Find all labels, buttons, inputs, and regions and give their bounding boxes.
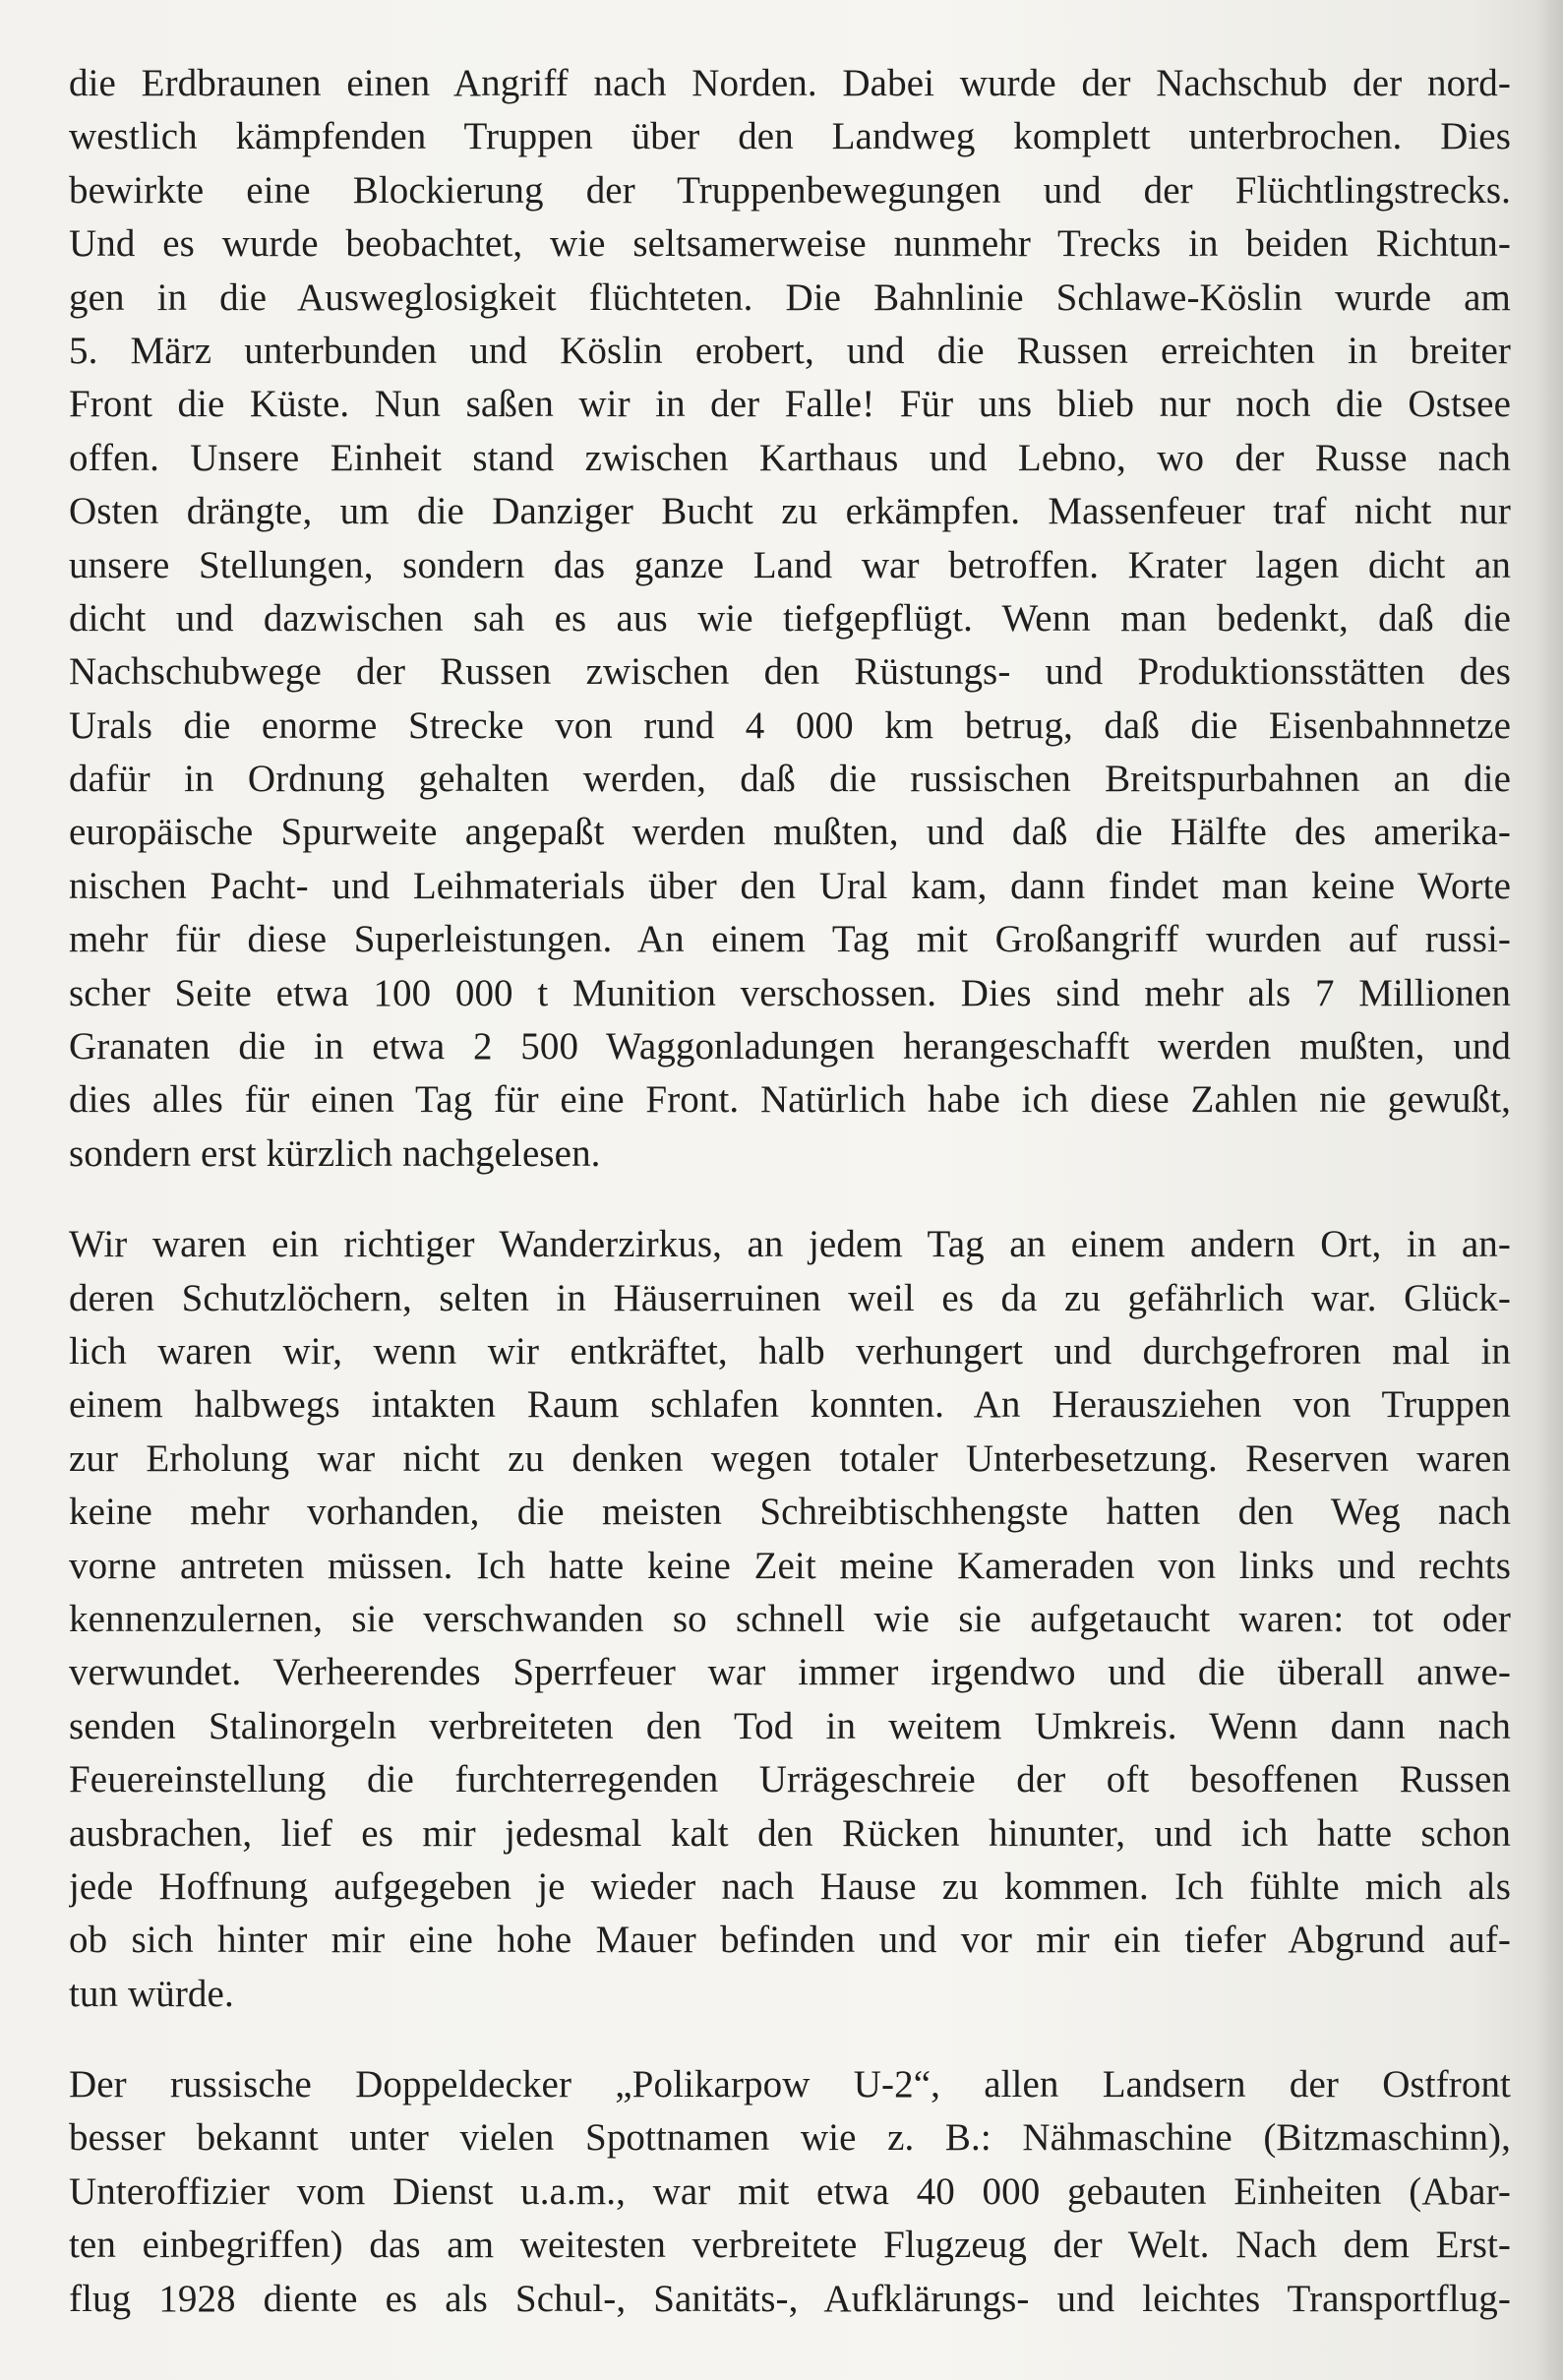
text-line: gen in die Ausweglosigkeit flüchteten. Die Bahnlinie Schlawe-Köslin wurde am [69,275,1511,319]
page-text [69,57,1511,2326]
text-line: deren Schutzlöchern, selten in Häuserruinen weil es da zu gefährlich war. Glück- [69,1276,1511,1319]
text-line: jede Hoffnung aufgegeben je wieder nach Hause zu kommen. Ich fühlte mich als [69,1864,1511,1908]
text-line: mehr für diese Superleistungen. An einem Tag mit Großangriff wurden auf russi- [69,918,1511,961]
text-line: sondern erst kürzlich nachgelesen. [69,1131,601,1175]
text-line: zur Erholung war nicht zu denken wegen totaler Unterbesetzung. Reserven waren [69,1436,1511,1480]
text-line: einem halbwegs intakten Raum schlafen konnten. An Herausziehen von Truppen [69,1383,1511,1427]
text-line: scher Seite etwa 100 000 t Munition verschossen. Dies sind mehr als 7 Millionen [69,971,1511,1014]
paragraph-gap [69,2021,1511,2058]
text-line: Granaten die in etwa 2 500 Waggonladungen herangeschafft werden mußten, und [69,1025,1511,1068]
text-line: Unteroffizier vom Dienst u.a.m., war mit etwa 40 000 gebauten Einheiten (Abar- [69,2169,1511,2213]
text-line: lich waren wir, wenn wir entkräftet, halb verhungert und durchgefroren mal in [69,1329,1511,1373]
text-line: ob sich hinter mir eine hohe Mauer befinden und vor mir ein tiefer Abgrund auf- [69,1919,1511,1962]
text-line: die Erdbraunen einen Angriff nach Norden. Dabei wurde der Nachschub der nord- [69,62,1511,104]
text-line: verwundet. Verheerendes Sperrfeuer war immer irgendwo und die überall anwe- [69,1651,1511,1694]
text-line: dafür in Ordnung gehalten werden, daß die russischen Breitspurbahnen an die [69,758,1511,801]
text-line: Der russische Doppeldecker „Polikarpow U-2“, allen Landsern der Ostfront [69,2063,1511,2106]
text-line: Und es wurde beobachtet, wie seltsamerweise nunmehr Trecks in beiden Richtun- [69,222,1511,266]
text-line: kennenzulernen, sie verschwanden so schnell wie sie aufgetaucht waren: tot oder [69,1597,1511,1640]
text-line: Front die Küste. Nun saßen wir in der Falle! Für uns blieb nur noch die Ostsee [69,383,1511,426]
text-line: tun würde. [69,1972,234,2015]
text-line: senden Stalinorgeln verbreiteten den Tod in weitem Umkreis. Wenn dann nach [69,1704,1511,1747]
text-line: europäische Spurweite angepaßt werden mußten, und daß die Hälfte des amerika- [69,811,1511,854]
page-edge-shadow [1535,0,1563,2380]
text-line: dies alles für einen Tag für eine Front. Natürlich habe ich diese Zahlen nie gewußt, [69,1078,1511,1122]
text-line: Wir waren ein richtiger Wanderzirkus, an jedem Tag an einem andern Ort, in an- [69,1223,1511,1266]
text-line: flug 1928 diente es als Schul-, Sanitäts-, Aufklärungs- und leichtes Transportflug- [69,2277,1511,2320]
text-line: nischen Pacht- und Leihmaterials über den Ural kam, dann findet man keine Worte [69,864,1511,907]
text-line: dicht und dazwischen sah es aus wie tiefgepflügt. Wenn man bedenkt, daß die [69,596,1511,640]
paragraph-3 [69,2058,1511,2326]
text-line: bewirkte eine Blockierung der Truppenbewegungen und der Flüchtlingstrecks. [69,168,1511,212]
text-line: westlich kämpfenden Truppen über den Landweg komplett unterbrochen. Dies [69,115,1511,158]
text-line: ausbrachen, lief es mir jedesmal kalt den Rücken hinunter, und ich hatte schon [69,1811,1511,1855]
text-line: Nachschubwege der Russen zwischen den Rüstungs- und Produktionsstätten des [69,650,1511,694]
text-line: ten einbegriffen) das am weitesten verbreitete Flugzeug der Welt. Nach dem Erst- [69,2224,1511,2267]
text-line: Osten drängte, um die Danziger Bucht zu erkämpfen. Massenfeuer traf nicht nur [69,490,1511,533]
text-line: offen. Unsere Einheit stand zwischen Karthaus und Lebno, wo der Russe nach [69,436,1511,479]
text-line: vorne antreten müssen. Ich hatte keine Zeit meine Kameraden von links und rechts [69,1544,1511,1587]
text-line: keine mehr vorhanden, die meisten Schreibtischhengste hatten den Weg nach [69,1491,1511,1534]
text-line: besser bekannt unter vielen Spottnamen wie z. B.: Nähmaschine (Bitzmaschinn), [69,2116,1511,2160]
text-line: unsere Stellungen, sondern das ganze Land war betroffen. Krater lagen dicht an [69,543,1511,586]
text-line: 5. März unterbunden und Köslin erobert, und die Russen erreichten in breiter [69,329,1511,372]
paragraph-gap [69,1181,1511,1218]
text-line: Urals die enorme Strecke von rund 4 000 km betrug, daß die Eisenbahnnetze [69,703,1511,747]
text-line: Feuereinstellung die furchterregenden Urrägeschreie der oft besoffenen Russen [69,1758,1511,1801]
paragraph-1 [69,57,1511,1181]
paragraph-2 [69,1218,1511,2021]
